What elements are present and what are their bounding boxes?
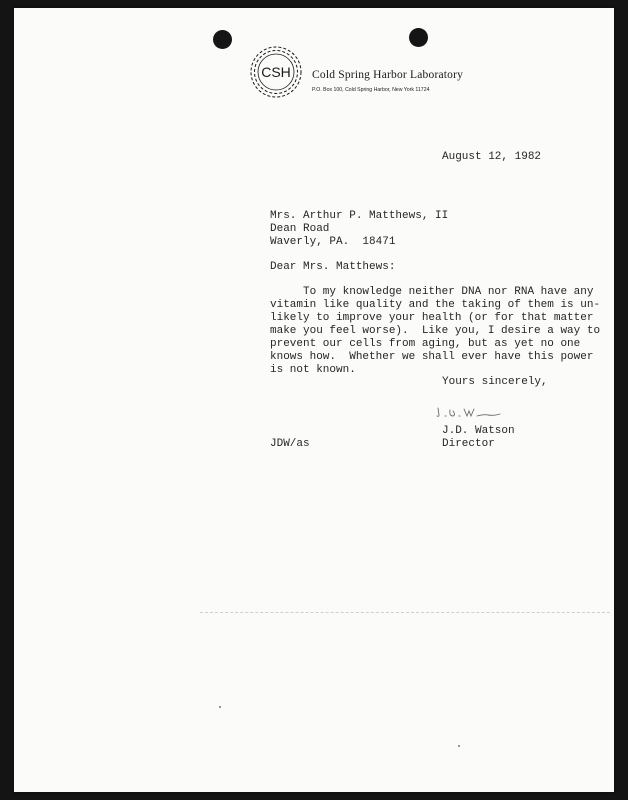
closing: Yours sincerely,: [442, 376, 548, 388]
body-line: To my knowledge neither DNA nor RNA have any: [270, 286, 594, 298]
organization-address: P.O. Box 100, Cold Spring Harbor, New York 11724: [312, 87, 430, 93]
letter-page: [14, 8, 614, 792]
punch-hole-left: [213, 30, 232, 49]
body-line: vitamin like quality and the taking of them is un-: [270, 299, 601, 311]
reference-initials: JDW/as: [270, 438, 310, 450]
recipient-city: Waverly, PA. 18471: [270, 236, 396, 248]
body-line: is not known.: [270, 364, 356, 376]
salutation: Dear Mrs. Matthews:: [270, 261, 396, 273]
fold-line: [200, 612, 610, 613]
organization-name: Cold Spring Harbor Laboratory: [312, 69, 464, 81]
body-line: likely to improve your health (or for that matter: [270, 312, 594, 324]
punch-hole-right: [409, 28, 428, 47]
recipient-street: Dean Road: [270, 223, 330, 235]
body-line: make you feel worse). Like you, I desire a way to: [270, 325, 601, 337]
paper-speck: [219, 706, 221, 708]
signer-title: Director: [442, 438, 495, 450]
letter-date: August 12, 1982: [442, 151, 542, 163]
signer-name: J.D. Watson: [442, 425, 515, 437]
signature-icon: [434, 402, 514, 420]
body-line: knows how. Whether we shall ever have this power: [270, 351, 594, 363]
recipient-name: Mrs. Arthur P. Matthews, II: [270, 210, 449, 222]
csh-logo-icon: [248, 44, 304, 100]
paper-speck: [458, 745, 460, 747]
body-line: prevent our cells from aging, but as yet no one: [270, 338, 581, 350]
logo-text: CSH: [261, 64, 291, 80]
